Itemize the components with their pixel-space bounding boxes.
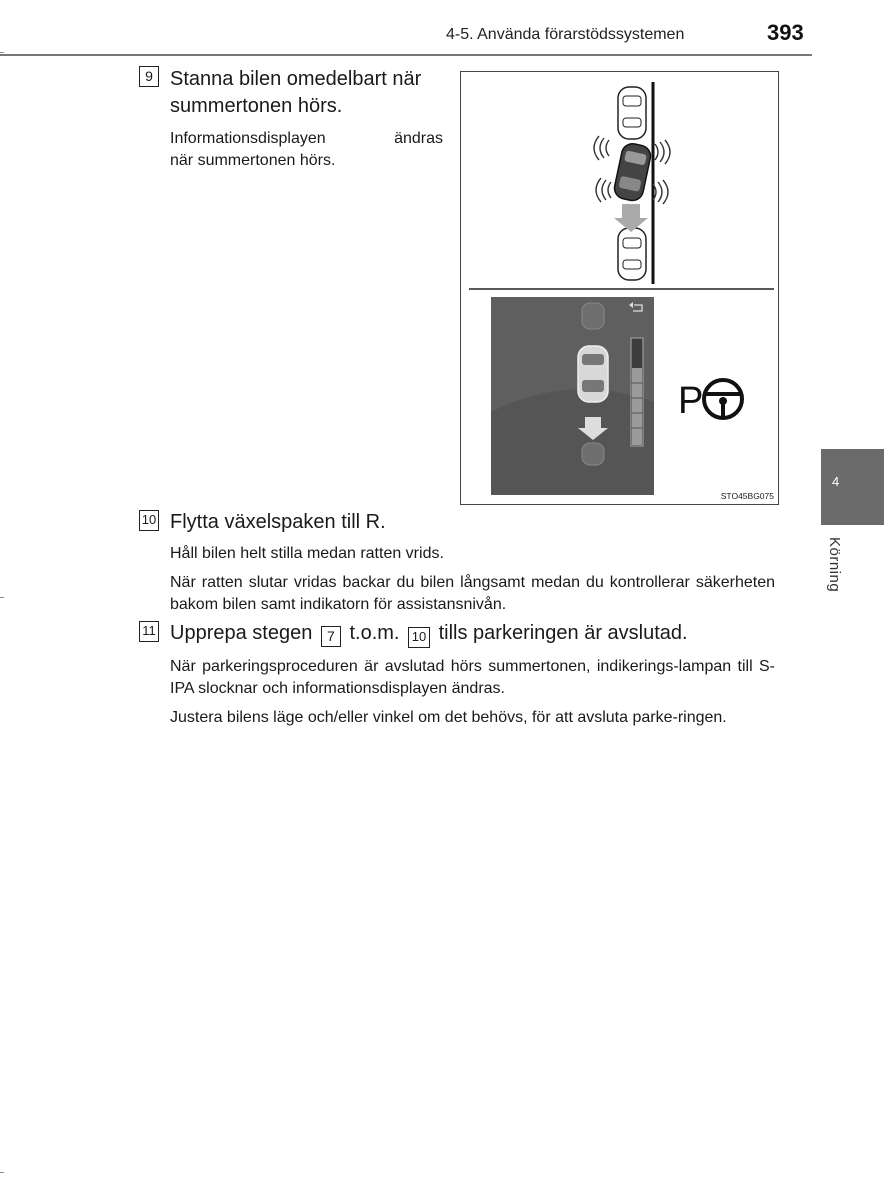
step-11-title: [170, 620, 688, 647]
step-11-title-part: tills parkeringen är avslutad.: [438, 622, 688, 644]
step-11-body1: När parkeringsproceduren är avslutad hörs summertonen, indikerings-lampan till S-IPA slocknar och informationsdisplayen ändras.: [170, 658, 775, 697]
parked-car-front: [618, 87, 646, 139]
figure-code: STO45BG075: [720, 491, 774, 501]
step-number-10: 10: [139, 510, 159, 531]
step-ref-10: 10: [408, 627, 430, 648]
step-9-title-line1: Stanna bilen omedelbart när: [170, 68, 422, 90]
step-9-body-line2: när summertonen hörs.: [170, 152, 336, 169]
chapter-tab: [821, 449, 884, 525]
step-10-body1: Håll bilen helt stilla medan ratten vrids.: [170, 545, 444, 562]
step-11-body2: Justera bilens läge och/eller vinkel om det behövs, för att avsluta parke-ringen.: [170, 709, 727, 726]
step-ref-7: 7: [321, 626, 341, 647]
header-rule: [0, 54, 812, 56]
parking-diagram-svg: [461, 72, 780, 506]
step-10-title: Flytta växelspaken till R.: [170, 511, 386, 533]
step-11-title-part: t.o.m.: [349, 622, 400, 644]
section-title: 4-5. Använda förarstödssystemen: [446, 26, 685, 43]
chapter-number: 4: [832, 474, 840, 489]
crop-mark: [0, 597, 4, 598]
parked-car-rear: [618, 228, 646, 280]
step-11-title-part: Upprepa stegen: [170, 622, 313, 644]
step-9-body-line1: [170, 128, 443, 150]
parking-illustration: [460, 71, 779, 505]
parking-indicator-letter: P: [678, 380, 704, 422]
page-number: 393: [767, 20, 804, 45]
step-9-body-word: ändras: [394, 130, 443, 147]
step-10-body2: När ratten slutar vridas backar du bilen långsamt medan du kontrollerar säkerheten bakom bilen samt indikatorn för assistansnivån.: [170, 574, 775, 613]
crop-mark: [0, 1172, 4, 1173]
step-number-9: 9: [139, 66, 159, 87]
crop-mark: [0, 52, 4, 53]
info-display: [491, 297, 654, 495]
step-9-body-word: Informationsdisplayen: [170, 130, 326, 147]
reverse-arrow: [614, 204, 648, 232]
step-number-11: 11: [139, 621, 159, 642]
step-9-title-line2: summertonen hörs.: [170, 95, 343, 117]
chapter-label: Körning: [826, 537, 843, 593]
own-car: [612, 142, 652, 203]
steering-wheel-icon: [704, 380, 742, 418]
